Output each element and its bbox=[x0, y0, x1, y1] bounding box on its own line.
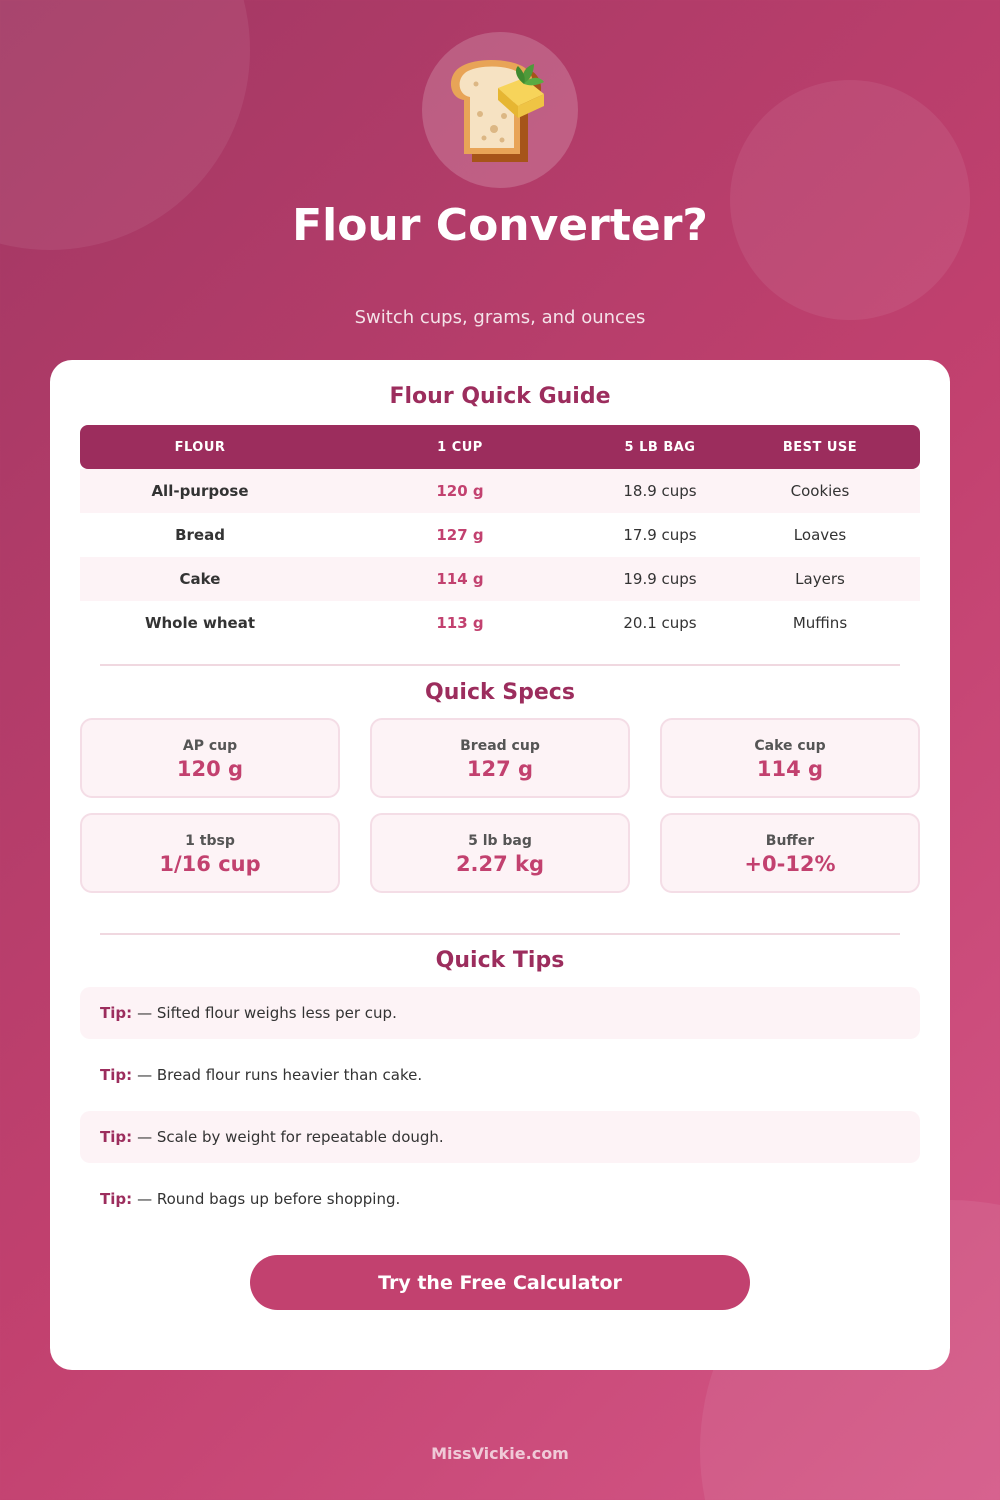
flour-table bbox=[80, 425, 920, 645]
tip-text: — Scale by weight for repeatable dough. bbox=[137, 1128, 444, 1146]
column-header: 1 CUP bbox=[437, 439, 483, 455]
guide-title: Flour Quick Guide bbox=[389, 384, 611, 409]
flour-name: Bread bbox=[175, 526, 225, 544]
cup-weight: 120 g bbox=[436, 482, 484, 500]
tip-item bbox=[80, 987, 920, 1039]
page-title: Flour Converter? bbox=[292, 200, 708, 251]
spec-card bbox=[80, 813, 340, 893]
tip-item bbox=[80, 1111, 920, 1163]
cup-weight: 114 g bbox=[436, 570, 484, 588]
table-row bbox=[80, 469, 920, 513]
tip-text: — Bread flour runs heavier than cake. bbox=[137, 1066, 423, 1084]
section-divider bbox=[100, 664, 900, 666]
page-subtitle: Switch cups, grams, and ounces bbox=[354, 307, 646, 328]
best-use: Layers bbox=[795, 570, 845, 588]
spec-label: AP cup bbox=[182, 738, 238, 754]
spec-label: 1 tbsp bbox=[185, 833, 235, 849]
column-header: FLOUR bbox=[174, 439, 226, 455]
spec-label: 5 lb bag bbox=[468, 833, 532, 849]
bread-with-butter-icon bbox=[444, 54, 556, 166]
spec-card bbox=[660, 718, 920, 798]
specs-title: Quick Specs bbox=[425, 680, 575, 705]
column-header: BEST USE bbox=[782, 439, 858, 455]
spec-value: 2.27 kg bbox=[455, 852, 545, 876]
flour-name: Cake bbox=[179, 570, 221, 588]
column-header: 5 LB BAG bbox=[624, 439, 696, 455]
spec-label: Bread cup bbox=[460, 738, 540, 754]
spec-card bbox=[370, 813, 630, 893]
content-card bbox=[50, 360, 950, 1370]
spec-value: 127 g bbox=[466, 757, 534, 781]
spec-card bbox=[370, 718, 630, 798]
flour-name: Whole wheat bbox=[144, 614, 256, 632]
bag-cups: 17.9 cups bbox=[623, 526, 697, 544]
best-use: Loaves bbox=[793, 526, 847, 544]
tip-item bbox=[80, 1173, 920, 1225]
spec-card bbox=[80, 718, 340, 798]
cup-weight: 127 g bbox=[436, 526, 484, 544]
tips-title: Quick Tips bbox=[435, 948, 565, 973]
best-use: Cookies bbox=[790, 482, 850, 500]
spec-value: 114 g bbox=[756, 757, 824, 781]
table-row bbox=[80, 557, 920, 601]
cup-weight: 113 g bbox=[436, 614, 484, 632]
tip-label: Tip: bbox=[100, 1004, 133, 1022]
table-header bbox=[80, 425, 920, 469]
section-divider bbox=[100, 933, 900, 935]
spec-label: Buffer bbox=[765, 833, 815, 849]
best-use: Muffins bbox=[792, 614, 848, 632]
bag-cups: 19.9 cups bbox=[623, 570, 697, 588]
footer-brand: MissVickie.com bbox=[431, 1444, 569, 1463]
hero-icon-circle bbox=[422, 32, 578, 188]
tip-label: Tip: bbox=[100, 1190, 133, 1208]
bag-cups: 20.1 cups bbox=[623, 614, 697, 632]
spec-value: 1/16 cup bbox=[159, 852, 261, 876]
bag-cups: 18.9 cups bbox=[623, 482, 697, 500]
tip-text: — Round bags up before shopping. bbox=[137, 1190, 401, 1208]
tip-label: Tip: bbox=[100, 1066, 133, 1084]
spec-value: 120 g bbox=[176, 757, 244, 781]
table-row bbox=[80, 601, 920, 645]
spec-value: +0-12% bbox=[744, 852, 836, 876]
spec-label: Cake cup bbox=[754, 738, 826, 754]
tip-text: — Sifted flour weighs less per cup. bbox=[137, 1004, 397, 1022]
try-calculator-button[interactable]: Try the Free Calculator bbox=[250, 1255, 750, 1310]
tip-item bbox=[80, 1049, 920, 1101]
spec-card bbox=[660, 813, 920, 893]
flour-name: All-purpose bbox=[151, 482, 249, 500]
tip-label: Tip: bbox=[100, 1128, 133, 1146]
table-row bbox=[80, 513, 920, 557]
